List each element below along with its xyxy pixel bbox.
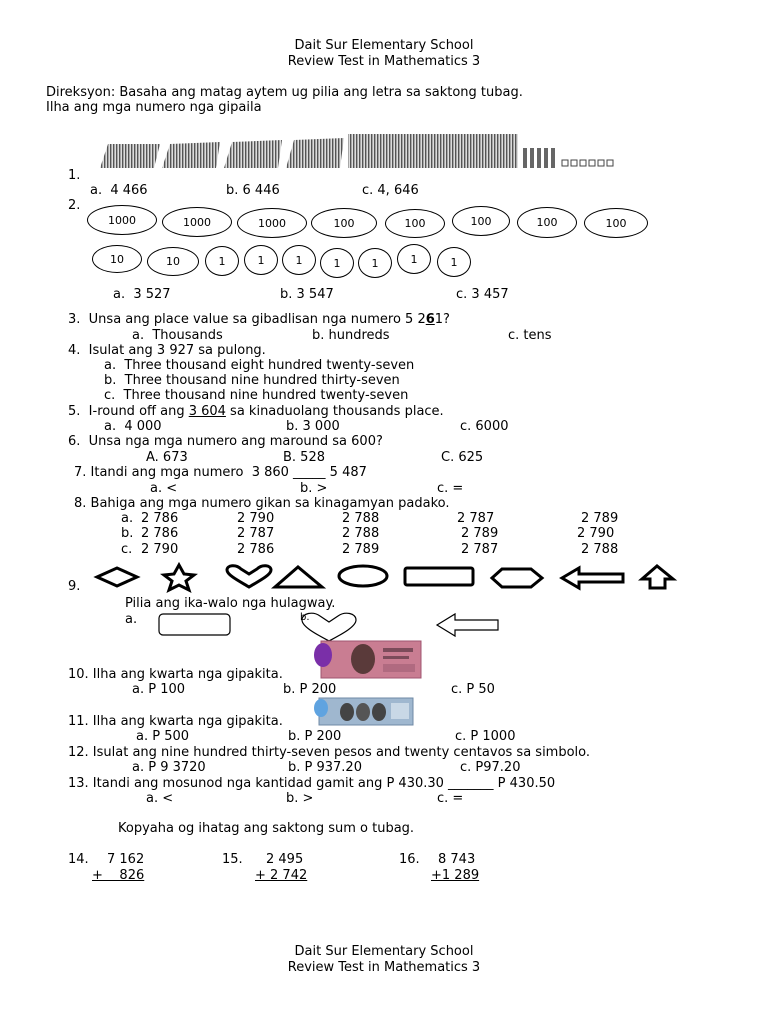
- q9-choice-a-label: a.: [125, 612, 138, 627]
- q12-choice-c[interactable]: c. P97.20: [460, 760, 521, 775]
- disc-one: 1: [437, 247, 471, 277]
- disc-hundred: 100: [584, 208, 648, 238]
- q13-stem: 13. Itandi ang mosunod nga kantidad gamit ang P 430.30 _______ P 430.50: [68, 776, 556, 791]
- q11-choice-c[interactable]: c. P 1000: [455, 729, 516, 744]
- underlined-number: 3 604: [188, 404, 226, 419]
- footer-school-name: Dait Sur Elementary School: [294, 944, 474, 959]
- problem-14-top: 7 162: [107, 852, 145, 867]
- oval-shape: [339, 566, 387, 586]
- q2-choice-a[interactable]: a. 3 527: [113, 287, 171, 302]
- disc-hundred: 100: [385, 209, 445, 238]
- thousand-cube-3: [224, 140, 282, 168]
- q12-stem: 12. Isulat ang nine hundred thirty-seven pesos and twenty centavos sa simbolo.: [68, 745, 591, 760]
- q1-choice-b[interactable]: b. 6 446: [226, 183, 280, 198]
- thousand-peso-bill-image: [313, 697, 415, 727]
- disc-one: 1: [358, 248, 392, 278]
- q13-choice-c[interactable]: c. =: [437, 791, 464, 806]
- hundred-flats: [348, 134, 518, 168]
- problem-16-top: 8 743: [438, 852, 476, 867]
- q10-choice-a[interactable]: a. P 100: [132, 682, 186, 697]
- q2-choice-b[interactable]: b. 3 547: [280, 287, 334, 302]
- q2-choice-c[interactable]: c. 3 457: [456, 287, 509, 302]
- q7-choice-c[interactable]: c. =: [437, 481, 464, 496]
- disc-hundred: 100: [311, 208, 377, 238]
- disc-hundred: 100: [452, 206, 510, 236]
- q13-choice-b[interactable]: b. >: [286, 791, 314, 806]
- q9-choice-b-heart[interactable]: [300, 611, 360, 643]
- heart-shape: [227, 566, 271, 587]
- q4-stem: 4. Isulat ang 3 927 sa pulong.: [68, 343, 266, 358]
- directions-line1: Direksyon: Basaha ang matag aytem ug pilia ang letra sa saktong tubag.: [46, 85, 523, 100]
- disc-one: 1: [320, 248, 354, 278]
- thousand-cube-1: [100, 144, 160, 168]
- q1-choice-a[interactable]: a. 4 466: [90, 183, 148, 198]
- directions-line2: Ilha ang mga numero nga gipaila: [46, 100, 262, 115]
- q3-stem: 3. Unsa ang place value sa gibadlisan nga numero 5 261?: [68, 312, 450, 327]
- disc-ten: 10: [92, 245, 142, 273]
- problem-15-number: 15.: [222, 852, 243, 867]
- q6-choice-a[interactable]: A. 673: [146, 450, 188, 465]
- q11-stem: 11. Ilha ang kwarta nga gipakita.: [68, 714, 283, 729]
- q4-choice-b[interactable]: b. Three thousand nine hundred thirty-seven: [104, 373, 400, 388]
- q1-number: 1.: [68, 168, 81, 183]
- hundred-peso-bill-image: [313, 640, 423, 680]
- q3-choice-b[interactable]: b. hundreds: [312, 328, 390, 343]
- disc-ten: 10: [147, 247, 199, 276]
- q13-choice-a[interactable]: a. <: [146, 791, 174, 806]
- q9-choice-c-arrow[interactable]: [435, 612, 501, 638]
- q3-choice-a[interactable]: a. Thousands: [132, 328, 223, 343]
- q5-choice-b[interactable]: b. 3 000: [286, 419, 340, 434]
- problem-15-bottom: + 2 742: [255, 868, 308, 883]
- q9-number: 9.: [68, 579, 81, 594]
- problem-15-top: 2 495: [266, 852, 304, 867]
- test-title: Review Test in Mathematics 3: [287, 54, 481, 69]
- up-arrow-shape: [642, 566, 673, 588]
- q9-choice-a-rectangle[interactable]: [158, 613, 233, 637]
- problem-14-bottom: + 826: [92, 868, 145, 883]
- q4-choice-a[interactable]: a. Three thousand eight hundred twenty-seven: [104, 358, 415, 373]
- thousand-cube-4: [286, 138, 344, 168]
- q6-stem: 6. Unsa nga mga numero ang maround sa 600?: [68, 434, 383, 449]
- q5-choice-a[interactable]: a. 4 000: [104, 419, 162, 434]
- q2-number: 2.: [68, 198, 81, 213]
- diamond-shape: [97, 568, 137, 586]
- shape-sequence: [95, 563, 685, 593]
- star-shape: [164, 565, 194, 590]
- thousand-cube-2: [162, 142, 220, 168]
- q12-choice-a[interactable]: a. P 9 3720: [132, 760, 206, 775]
- left-arrow-shape: [562, 568, 623, 588]
- q3-choice-c[interactable]: c. tens: [508, 328, 552, 343]
- school-name: Dait Sur Elementary School: [294, 38, 474, 53]
- q10-choice-c[interactable]: c. P 50: [451, 682, 495, 697]
- q8-stem: 8. Bahiga ang mga numero gikan sa kinagamyan padako.: [74, 496, 450, 511]
- q12-choice-b[interactable]: b. P 937.20: [288, 760, 362, 775]
- disc-hundred: 100: [517, 207, 577, 238]
- q5-choice-c[interactable]: c. 6000: [460, 419, 509, 434]
- base-ten-blocks-image: [98, 132, 618, 170]
- q7-stem: 7. Itandi ang mga numero 3 860 _____ 5 487: [74, 465, 367, 480]
- q9-stem: Pilia ang ika-walo nga hulagway.: [125, 596, 336, 611]
- disc-one: 1: [205, 246, 239, 276]
- q1-choice-c[interactable]: c. 4, 646: [362, 183, 419, 198]
- rectangle-shape: [405, 568, 473, 585]
- q10-choice-b[interactable]: b. P 200: [283, 682, 337, 697]
- problem-16-number: 16.: [399, 852, 420, 867]
- q10-stem: 10. Ilha ang kwarta nga gipakita.: [68, 667, 283, 682]
- disc-thousand: 1000: [87, 205, 157, 235]
- hexagon-shape: [492, 569, 542, 587]
- disc-thousand: 1000: [237, 208, 307, 238]
- q11-choice-a[interactable]: a. P 500: [136, 729, 190, 744]
- disc-thousand: 1000: [162, 207, 232, 237]
- q9-choice-b-label: b.: [300, 612, 310, 623]
- problem-14-number: 14.: [68, 852, 89, 867]
- q5-stem: 5. I-round off ang 3 604 sa kinaduolang thousands place.: [68, 404, 444, 419]
- q6-choice-c[interactable]: C. 625: [441, 450, 484, 465]
- q11-choice-b[interactable]: b. P 200: [288, 729, 342, 744]
- footer-test-title: Review Test in Mathematics 3: [287, 960, 481, 975]
- q6-choice-b[interactable]: B. 528: [283, 450, 325, 465]
- problem-16-bottom: +1 289: [431, 868, 480, 883]
- q7-choice-a[interactable]: a. <: [150, 481, 178, 496]
- disc-one: 1: [244, 245, 278, 275]
- disc-one: 1: [282, 245, 316, 275]
- disc-one: 1: [397, 244, 431, 274]
- q7-choice-b[interactable]: b. >: [300, 481, 328, 496]
- q4-choice-c[interactable]: c. Three thousand nine hundred twenty-seven: [104, 388, 409, 403]
- sum-instruction: Kopyaha og ihatag ang saktong sum o tubag.: [118, 821, 415, 836]
- underlined-digit: 6: [425, 312, 435, 327]
- triangle-shape: [275, 567, 322, 587]
